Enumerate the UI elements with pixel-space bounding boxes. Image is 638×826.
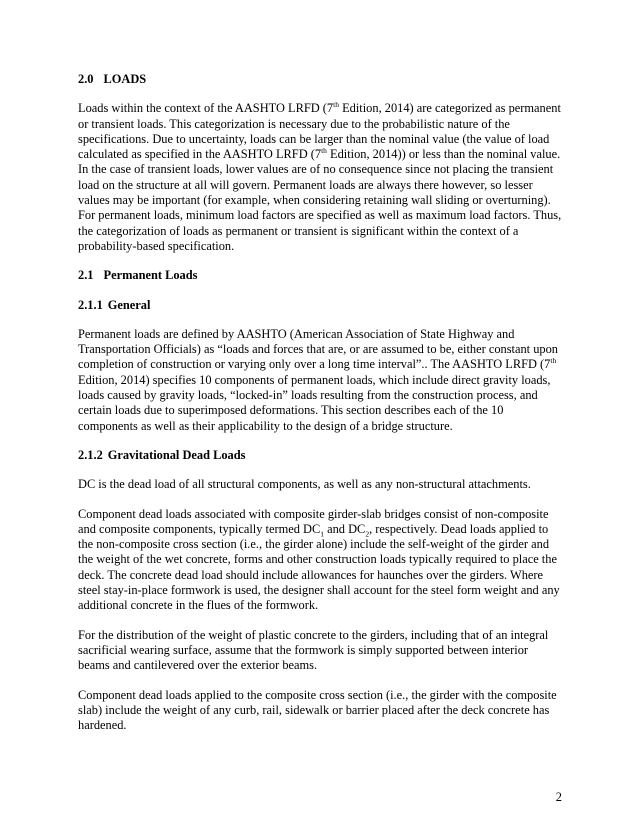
paragraph-plastic-concrete: For the distribution of the weight of plastic concrete to the girders, including that of an integral sacrificial wearing surface, assume that the formwork is simply supported between interior beams and cantilevered over the exterior beams. xyxy=(78,627,549,673)
heading-gravitational-number: 2.1.2 xyxy=(78,447,103,462)
page-content xyxy=(78,72,562,733)
paragraph-permanent-definition: Permanent loads are defined by AASHTO (American Association of State Highway and Transportation Officials) as “loads and forces that are, or are assumed to be, either constant upon completion of construction or varying only over a long time interval”.. The AASHTO LRFD (7th Edition, 2014) specifies 10 components of permanent loads, which include direct gravity loads, loads caused by gravity loads, “locked-in” loads resulting from the construction process, and certain loads due to superimposed deformations. This section describes each of the 10 components as well as their applicability to the design of a bridge structure. xyxy=(78,326,558,433)
heading-permanent-loads xyxy=(78,268,562,283)
page-number: 2 xyxy=(555,790,562,804)
paragraph-component-dead-loads: Component dead loads associated with composite girder-slab bridges consist of non-composite and composite components, typically termed $DC_1$ and $DC_2$, respectively. Dead loads applied to the non-composite cross section (i.e., the girder alone) include the self-weight of the girder and the weight of the wet concrete, forms and other construction loads typically required to place the deck. The concrete dead load should include allowances for haunches over the girders. Where steel stay-in-place formwork is used, the designer shall account for the steel form weight and any additional concrete in the flues of the formwork. xyxy=(78,506,560,613)
paragraph-composite-dead-loads: Component dead loads applied to the composite cross section (i.e., the girder with the composite slab) include the weight of any curb, rail, sidewalk or barrier placed after the deck concrete has hardened. xyxy=(78,687,557,733)
heading-loads-number: 2.0 xyxy=(78,72,94,86)
heading-gravitational-title: Gravitational Dead Loads xyxy=(107,447,246,462)
heading-permanent-number: 2.1 xyxy=(78,268,94,283)
heading-general-title: General xyxy=(107,297,151,312)
paragraph-dc-definition: DC is the dead load of all structural components, as well as any non-structural attachments. xyxy=(78,477,531,492)
paragraph-loads-intro: Loads within the context of the AASHTO LRFD (7th Edition, 2014) are categorized as permanent or transient loads. This categorization is necessary due to the probabilistic nature of the specifications. Due to uncertainty, loads can be larger than the nominal value (the value of load calculated as specified in the AASHTO LRFD (7th Edition, 2014)) or less than the nominal value. In the case of transient loads, lower values are of no consequence since not placing the transient load on the structure at all will govern. Permanent loads are always there however, so lesser values may be important (for example, when considering retaining wall sliding or overturning). For permanent loads, minimum load factors are specified as well as maximum load factors. Thus, the categorization of loads as permanent or transient is significant within the context of a probability-based specification. xyxy=(78,100,562,253)
heading-loads xyxy=(78,72,562,87)
heading-permanent-title: Permanent Loads xyxy=(103,268,198,283)
heading-gravitational-dead-loads xyxy=(78,448,562,463)
heading-general xyxy=(78,298,562,313)
heading-loads-title: LOADS xyxy=(103,72,147,86)
heading-general-number: 2.1.1 xyxy=(78,297,103,312)
